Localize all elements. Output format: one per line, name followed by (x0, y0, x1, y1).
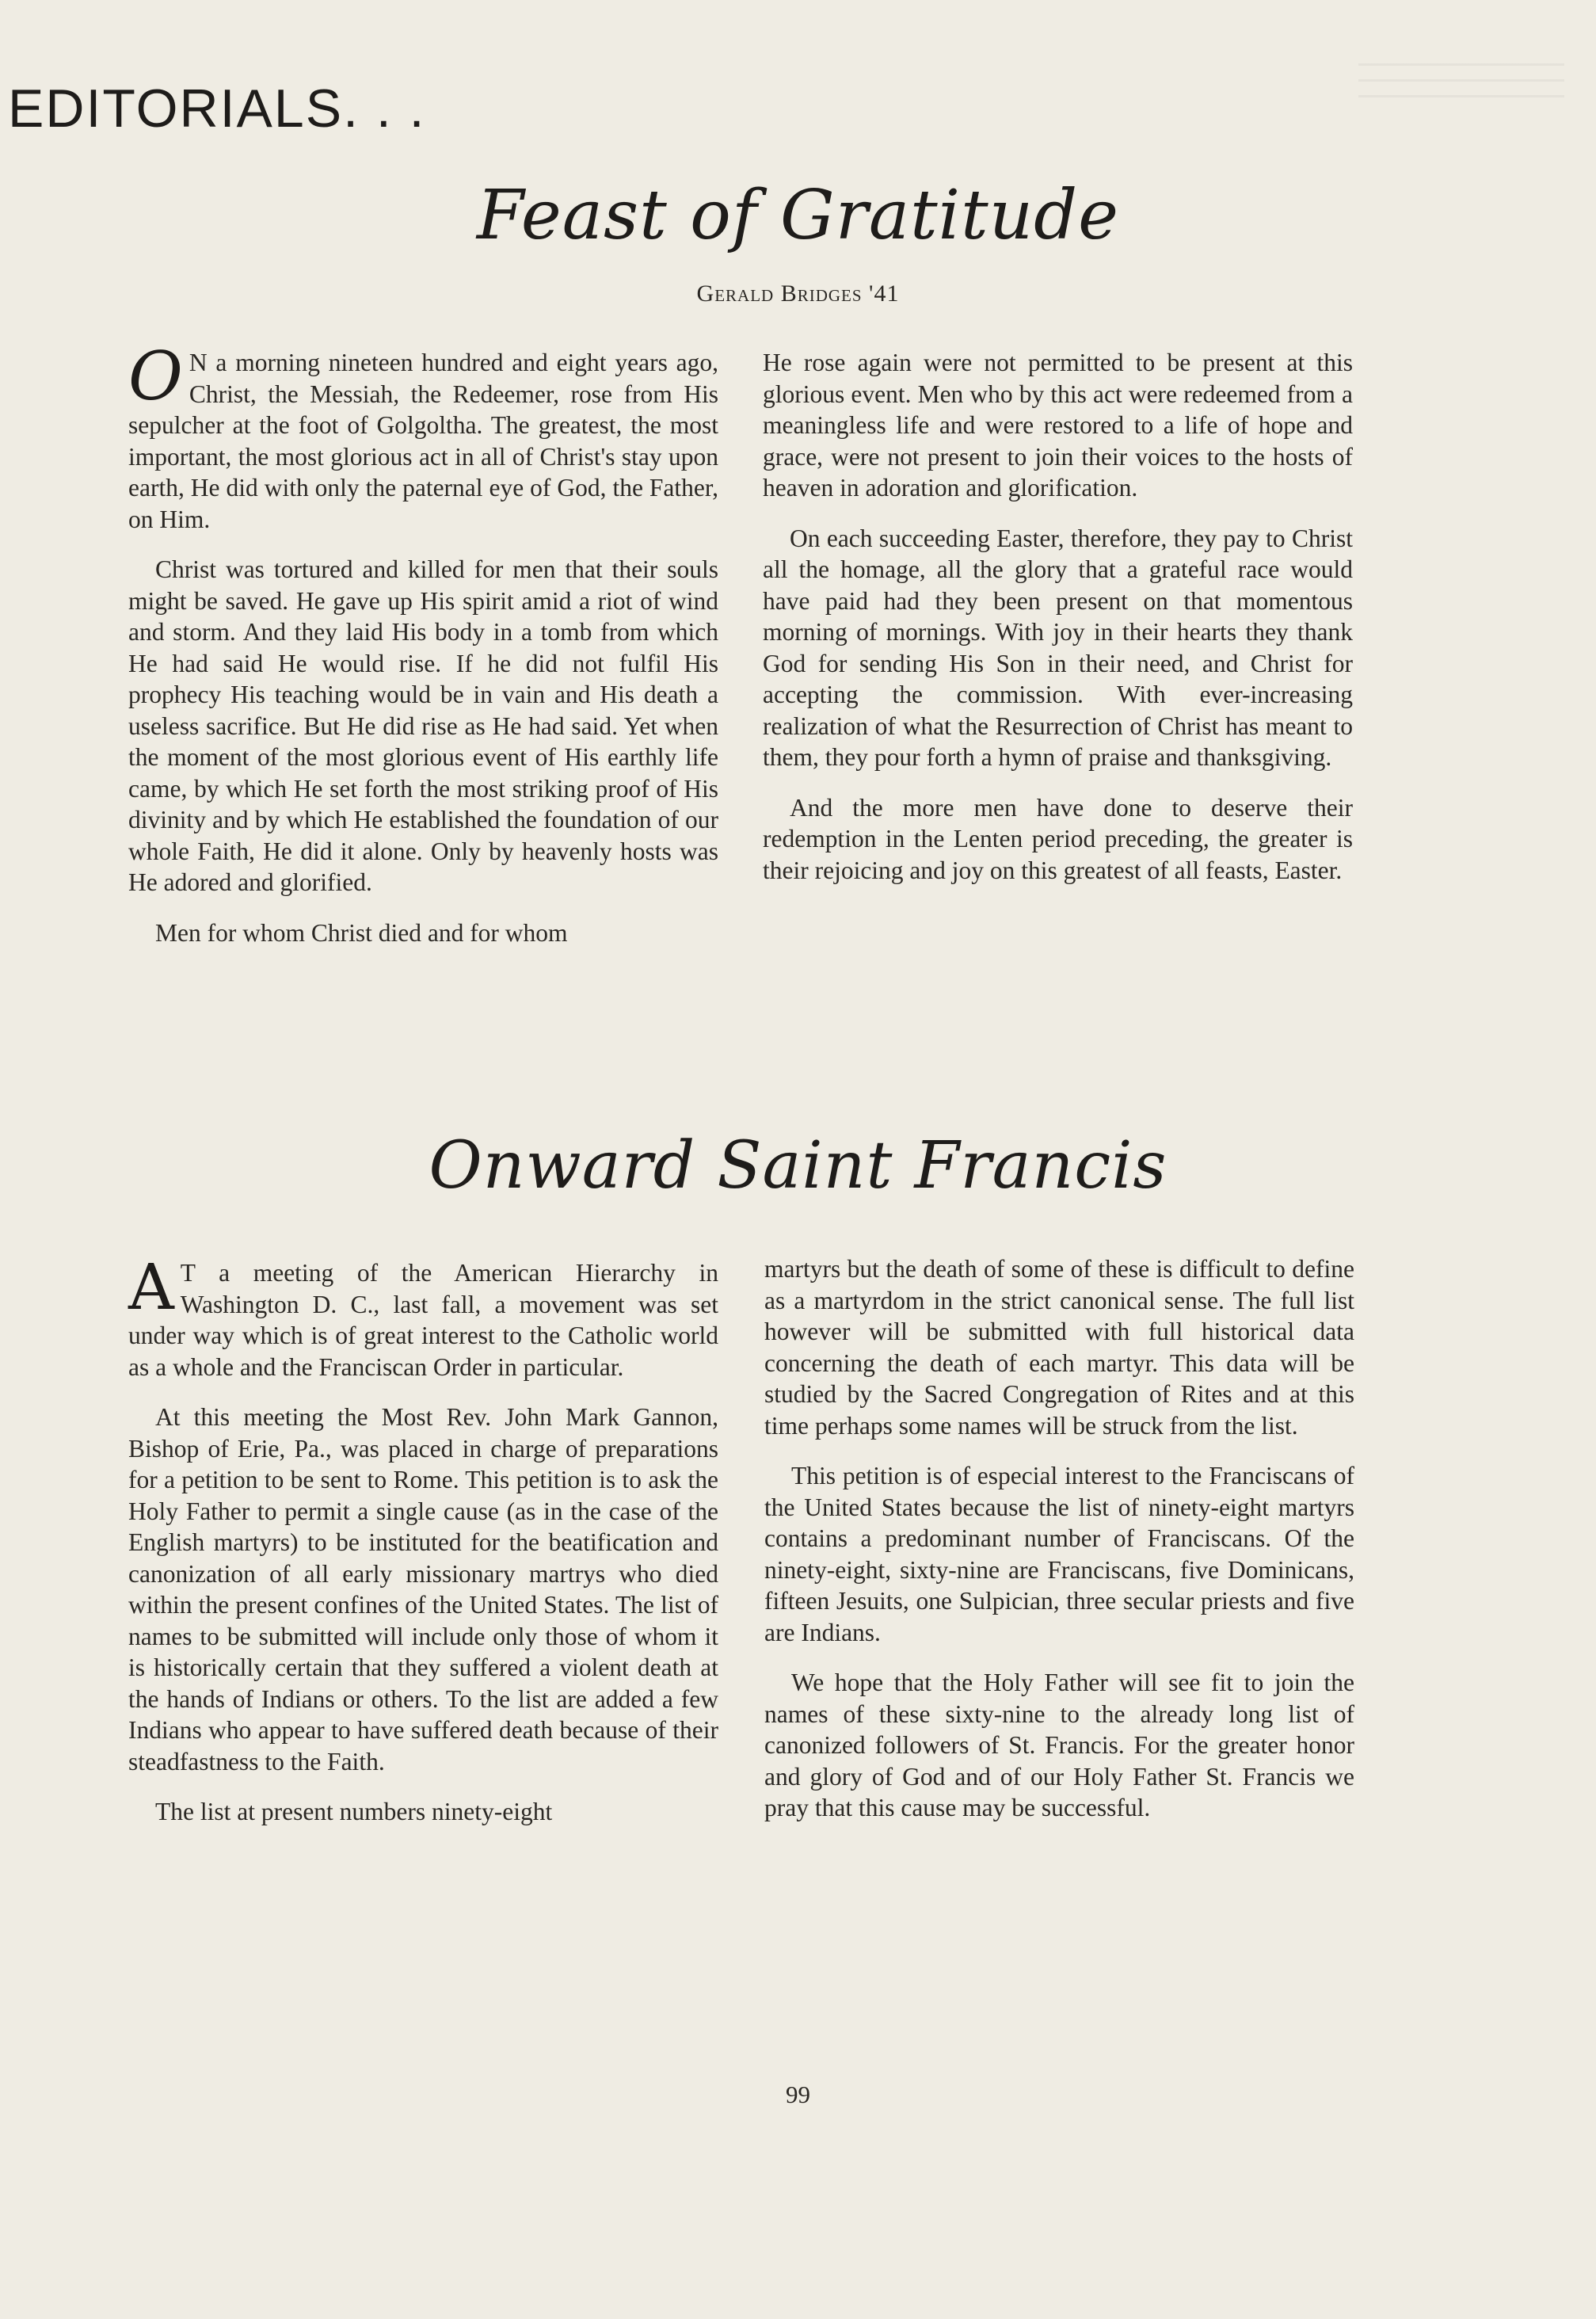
article1-paragraph-4: On each succeeding Easter, therefore, they pay to Christ all the homage, all the glory that a grateful race would have paid had they been present on that momentous morning of mornings. With joy in their hearts they thank God for sending His Son in their need, and Christ for accepting the commission. With ever-increasing realization of what the Resurrection of Christ has meant to them, they pour forth a hymn of praise and thanksgiving. (763, 524, 1353, 771)
article2-column-right (764, 1253, 1354, 1843)
page-number: 99 (786, 2081, 810, 2108)
article1-paragraph-5: And the more men have done to deserve their redemption in the Lenten period preceding, the greater is their rejoicing and joy on this greatest of all feasts, Easter. (763, 793, 1353, 884)
article1-paragraph-1 (128, 338, 718, 535)
drop-cap: A (128, 1250, 174, 1324)
article1-column-right (763, 347, 1353, 905)
article2-paragraph-3-continued: martyrs but the death of some of these is difficult to define as a martyrdom in the strict canonical sense. The full list however will be submitted with full historical data concerning the death of each martyr. This data will be studied by the Sacred Congregation of Rites and at this time perhaps some names will be struck from the list. (764, 1255, 1354, 1440)
article-title-onward-saint-francis: Onward Saint Francis (429, 1128, 1167, 1203)
article1-paragraph-2: Christ was tortured and killed for men that their souls might be saved. He gave up His spirit amid a riot of wind and storm. And they laid His body in a tomb from which He had said He would rise. If he did not fulfil His prophecy His teaching would be in vain and His death a useless sacrifice. But He did rise as He had said. Yet when the moment of the most glorious event of His earthly life came, by which He set forth the most striking proof of His divinity and by which He established the foundation of our whole Faith, He did it alone. Only by heavenly hosts was He adored and glorified. (128, 555, 718, 896)
article2-paragraph-5: We hope that the Holy Father will see fit to join the names of these sixty-nine to the already long list of canonized followers of St. Francis. For the greater honor and glory of God and of our Holy Father St. Francis we pray that this cause may be successful. (764, 1669, 1354, 1821)
article-byline: Gerald Bridges '41 (696, 280, 900, 307)
article2-paragraph-3: The list at present numbers ninety-eight (155, 1798, 553, 1825)
article-title-feast-of-gratitude: Feast of Gratitude (476, 176, 1120, 255)
article1-paragraph-3-continued: He rose again were not permitted to be present at this glorious event. Men who by this act were redeemed from a meaningless life and were restored to a life of hope and grace, were not present to join their voices to the hosts of heaven in adoration and glorification. (763, 349, 1353, 502)
paragraph-text: T a meeting of the American Hierarchy in Washington D. C., last fall, a movement was set under way which is of great interest to the Catholic world as a whole and the Franciscan Order in particular. (128, 1259, 718, 1381)
article2-paragraph-1 (128, 1250, 718, 1383)
drop-cap: O (128, 338, 183, 415)
article2-paragraph-4: This petition is of especial interest to the Franciscans of the United States because the list of ninety-eight martyrs contains a predominant number of Franciscans. Of the ninety-eight, sixty-nine are Franciscans, five Dominicans, fifteen Jesuits, one Sulpician, three secular priests and five are Indians. (764, 1462, 1354, 1646)
show-through-text (1358, 63, 1564, 111)
section-label: EDITORIALS. . . (8, 78, 426, 139)
paragraph-text: N a morning nineteen hundred and eight years ago, Christ, the Messiah, the Redeemer, rose from His sepulcher at the foot of Golgoltha. The greatest, the most important, the most glorious act in all of Christ's stay upon earth, He did with only the paternal eye of God, the Father, on Him. (128, 349, 718, 533)
article2-paragraph-2: At this meeting the Most Rev. John Mark Gannon, Bishop of Erie, Pa., was placed in charge of preparations for a petition to be sent to Rome. This petition is to ask the Holy Father to permit a single cause (as in the case of the English martyrs) to be instituted for the beatification and canonization of all early missionary martrys who died within the present confines of the United States. The list of names to be submitted will include only those of whom it is historically certain that they suffered a violent death at the hands of Indians or others. To the list are added a few Indians who appear to have suffered death because of their steadfastness to the Faith. (128, 1403, 718, 1775)
article2-column-left (128, 1250, 718, 1847)
article1-paragraph-3: Men for whom Christ died and for whom (155, 918, 568, 947)
article1-column-left (128, 338, 718, 967)
